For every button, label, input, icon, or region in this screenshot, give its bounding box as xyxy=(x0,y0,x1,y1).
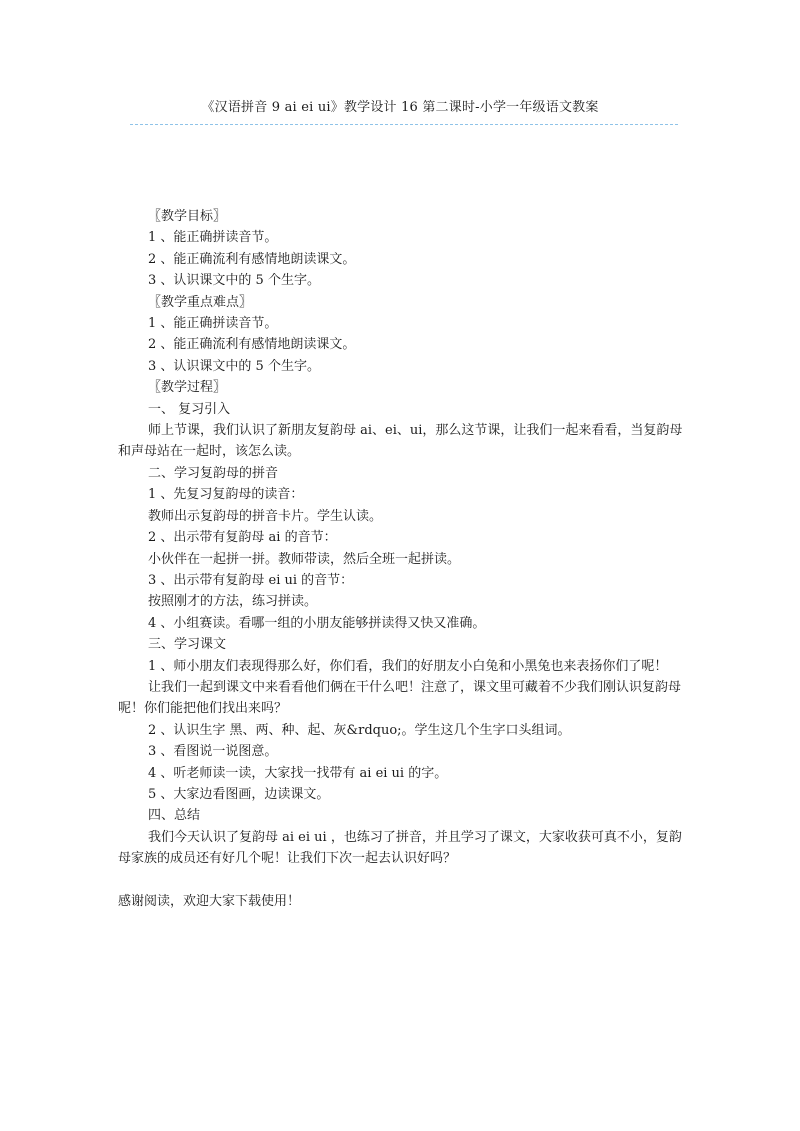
section-2-item-1-body: 教师出示复韵母的拼音卡片。学生认读。 xyxy=(148,508,383,524)
process-heading: 〖教学过程〗 xyxy=(148,380,227,396)
goal-item-2: 2 、能正确流利有感情地朗读课文。 xyxy=(148,251,356,267)
goal-item-1: 1 、能正确拼读音节。 xyxy=(148,230,278,246)
goal-item-3: 3 、认识课文中的 5 个生字。 xyxy=(148,273,320,289)
section-1-paragraph: 师上节课，我们认识了新朋友复韵母 ai、ei、ui，那么这节课，让我们一起来看看，当复韵母和声母站在一起时，该怎么读。 xyxy=(118,423,683,460)
section-3-item-4: 4 、听老师读一读，大家找一找带有 ai ei ui 的字。 xyxy=(148,765,448,781)
key-item-3: 3 、认识课文中的 5 个生字。 xyxy=(148,358,320,374)
section-2-item-1: 1 、先复习复韵母的读音： xyxy=(148,487,304,503)
goals-heading: 〖教学目标〗 xyxy=(148,209,227,224)
closing-note: 感谢阅读，欢迎大家下载使用！ xyxy=(118,893,301,909)
section-4-paragraph: 我们今天认识了复韵母 ai ei ui ，也练习了拼音，并且学习了课文，大家收获可真不小，复韵母家族的成员还有好几个呢！让我们下次一起去认识好吗？ xyxy=(118,829,682,867)
header-divider xyxy=(130,124,678,125)
section-3-item-3: 3 、看图说一说图意。 xyxy=(148,744,278,760)
section-3-item-5: 5 、大家边看图画，边读课文。 xyxy=(148,786,330,802)
section-2-item-3: 3 、出示带有复韵母 ei ui 的音节： xyxy=(148,572,354,588)
section-2-heading: 二、学习复韵母的拼音 xyxy=(148,465,279,481)
section-3-item-1: 1 、师小朋友们表现得那么好，你们看，我们的好朋友小白兔和小黑兔也来表扬你们了呢！ xyxy=(148,658,668,674)
document-body xyxy=(118,206,684,912)
section-2-item-2: 2 、出示带有复韵母 ai 的音节： xyxy=(148,530,337,546)
section-3-heading: 三、学习课文 xyxy=(148,637,227,653)
section-2-item-4: 4 、小组赛读。看哪一组的小朋友能够拼读得又快又准确。 xyxy=(148,615,486,631)
section-2-item-2-body: 小伙伴在一起拼一拼。教师带读，然后全班一起拼读。 xyxy=(148,551,461,567)
section-2-item-3-body: 按照刚才的方法，练习拼读。 xyxy=(148,594,318,610)
page-header-title: 《汉语拼音 9 ai ei ui》教学设计 16 第二课时-小学一年级语文教案 xyxy=(201,100,599,115)
section-1-heading: 一、 复习引入 xyxy=(148,401,231,417)
key-item-2: 2 、能正确流利有感情地朗读课文。 xyxy=(148,337,356,353)
key-heading: 〖教学重点难点〗 xyxy=(148,294,253,310)
section-3-paragraph: 让我们一起到课文中来看看他们俩在干什么吧！注意了，课文里可藏着不少我们刚认识复韵母呢！你们能把他们找出来吗？ xyxy=(118,679,682,717)
section-3-item-2: 2 、认识生字 黑、两、种、起、灰&rdquo;。学生这几个生字口头组词。 xyxy=(148,722,571,738)
key-item-1: 1 、能正确拼读音节。 xyxy=(148,316,278,332)
section-4-heading: 四、总结 xyxy=(148,808,201,824)
